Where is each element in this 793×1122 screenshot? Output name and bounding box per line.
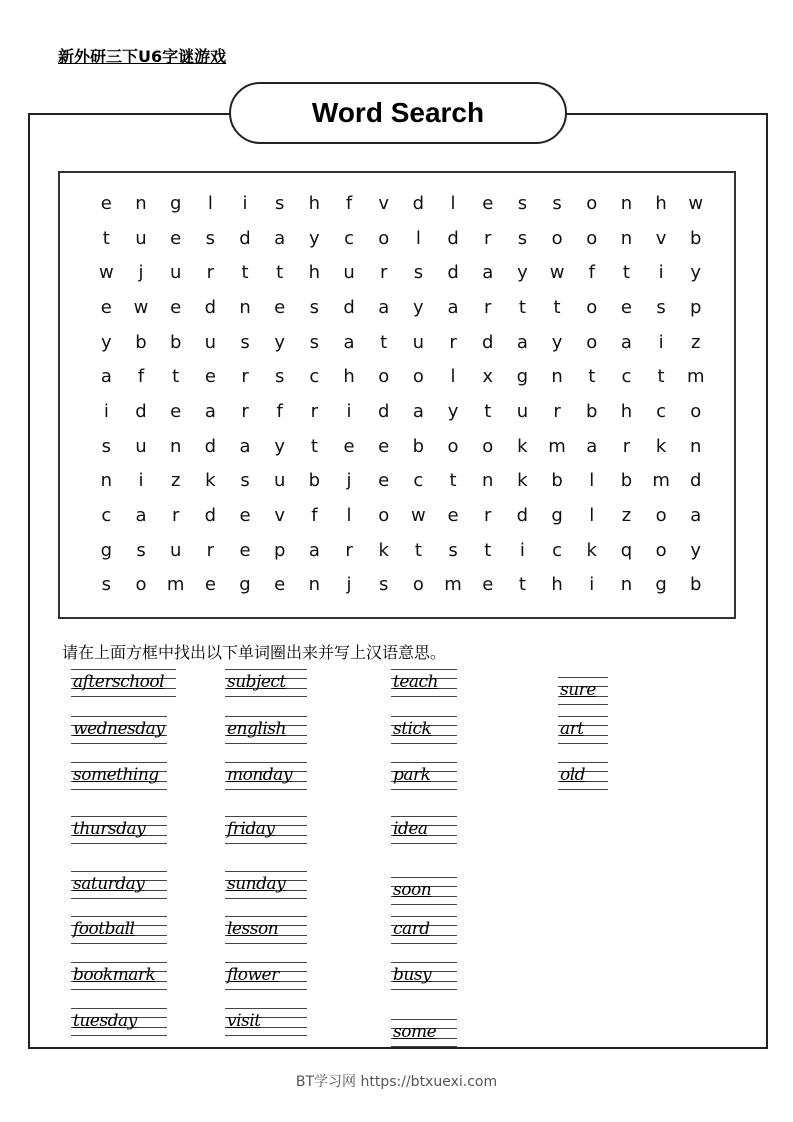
grid-letter[interactable]: a [378, 296, 390, 318]
grid-letter[interactable]: y [690, 539, 702, 561]
vocabulary-word-text: soon [393, 880, 432, 900]
grid-letter[interactable]: v [378, 192, 390, 214]
vocabulary-word [225, 716, 307, 744]
grid-letter[interactable]: h [655, 192, 667, 214]
grid-letter[interactable]: g [551, 505, 563, 527]
grid-letter[interactable]: n [482, 470, 494, 492]
grid-letter[interactable]: j [138, 262, 144, 284]
grid-letter[interactable]: w [98, 262, 114, 284]
grid-letter[interactable]: a [308, 539, 320, 561]
grid-letter[interactable]: k [655, 435, 667, 457]
vocabulary-word [225, 762, 307, 790]
grid-letter[interactable]: y [413, 296, 424, 318]
grid-letter[interactable]: b [620, 470, 633, 492]
grid-letter[interactable]: d [204, 296, 217, 318]
grid-letter[interactable]: a [586, 435, 598, 457]
grid-letter[interactable]: c [101, 505, 112, 527]
grid-letter[interactable]: i [589, 574, 595, 596]
vocabulary-word-text: afterschool [73, 672, 165, 692]
grid-letter[interactable]: g [169, 192, 182, 214]
grid-letter[interactable]: c [413, 470, 424, 492]
vocabulary-word-text: saturday [73, 874, 145, 894]
grid-letter[interactable]: o [586, 331, 598, 353]
grid-letter[interactable]: o [482, 435, 494, 457]
grid-letter[interactable]: d [516, 505, 529, 527]
grid-row [89, 221, 713, 256]
vocabulary-word-text: bookmark [73, 965, 156, 985]
grid-letter[interactable]: d [135, 400, 147, 422]
grid-letter[interactable]: a [690, 505, 702, 527]
grid-letter[interactable]: e [170, 227, 182, 249]
grid-letter[interactable]: n [690, 435, 702, 457]
grid-letter[interactable]: d [690, 470, 702, 492]
grid-letter[interactable]: u [204, 331, 217, 353]
grid-letter[interactable]: l [346, 505, 352, 527]
grid-letter[interactable]: m [652, 470, 670, 492]
vocabulary-word [391, 669, 457, 697]
grid-letter[interactable]: f [311, 505, 318, 527]
grid-letter[interactable]: n [169, 435, 182, 457]
grid-letter[interactable]: u [273, 470, 286, 492]
grid-letter[interactable]: n [620, 192, 633, 214]
grid-letter[interactable]: r [484, 505, 492, 527]
grid-letter[interactable]: c [656, 400, 667, 422]
grid-letter[interactable]: a [447, 296, 459, 318]
grid-letter[interactable]: d [239, 227, 251, 249]
vocabulary-word-text: sure [560, 680, 596, 700]
grid-letter[interactable]: b [412, 435, 425, 457]
grid-letter[interactable]: t [657, 366, 665, 388]
grid-letter[interactable]: a [204, 400, 216, 422]
grid-row [89, 290, 713, 325]
grid-letter[interactable]: d [447, 227, 459, 249]
grid-letter[interactable]: o [412, 574, 424, 596]
word-search-title-pill [229, 82, 567, 144]
grid-letter[interactable]: c [309, 366, 320, 388]
grid-letter[interactable]: d [377, 400, 390, 422]
grid-letter[interactable]: r [171, 505, 180, 527]
grid-letter[interactable]: e [100, 192, 112, 214]
vocabulary-word [558, 677, 608, 705]
word-search-heading: Word Search [311, 97, 485, 128]
vocabulary-word-text: busy [393, 965, 432, 985]
vocabulary-word [391, 1019, 457, 1047]
grid-letter[interactable]: h [551, 574, 563, 596]
grid-letter[interactable]: e [447, 505, 459, 527]
vocabulary-word-text: art [560, 719, 584, 739]
grid-letter[interactable]: n [620, 574, 633, 596]
vocabulary-word-text: subject [227, 672, 286, 692]
grid-letter[interactable]: i [138, 470, 144, 492]
grid-letter[interactable]: k [205, 470, 216, 492]
grid-letter[interactable]: t [380, 331, 388, 353]
grid-letter[interactable]: r [345, 539, 353, 561]
grid-letter[interactable]: s [379, 574, 389, 596]
grid-letter[interactable]: u [412, 331, 425, 353]
grid-letter[interactable]: v [274, 505, 286, 527]
grid-letter[interactable]: e [204, 574, 216, 596]
grid-letter[interactable]: s [656, 296, 666, 318]
grid-letter[interactable]: y [551, 331, 563, 353]
grid-letter[interactable]: y [274, 435, 286, 457]
grid-letter[interactable]: b [169, 331, 182, 353]
vocabulary-word-text: visit [227, 1011, 261, 1031]
grid-letter[interactable]: r [206, 262, 215, 284]
grid-letter[interactable]: z [621, 505, 632, 527]
grid-letter[interactable]: l [450, 192, 456, 214]
grid-letter[interactable]: i [103, 400, 109, 422]
grid-letter[interactable]: l [207, 192, 213, 214]
grid-letter[interactable]: u [169, 262, 182, 284]
vocabulary-word-text: old [560, 765, 586, 785]
grid-letter[interactable]: h [308, 192, 321, 214]
vocabulary-word-text: idea [393, 819, 428, 839]
grid-letter[interactable]: a [482, 262, 494, 284]
vocabulary-word-text: card [393, 919, 430, 939]
vocabulary-word-text: wednesday [73, 719, 165, 739]
vocabulary-word-text: something [73, 765, 159, 785]
vocabulary-word [391, 877, 457, 905]
grid-letter[interactable]: e [482, 192, 494, 214]
grid-letter[interactable]: e [274, 296, 286, 318]
grid-letter[interactable]: g [516, 366, 529, 388]
grid-letter[interactable]: r [622, 435, 631, 457]
grid-letter[interactable]: w [133, 296, 149, 318]
grid-letter[interactable]: o [586, 192, 598, 214]
grid-letter[interactable]: d [412, 192, 425, 214]
grid-letter[interactable]: e [274, 574, 286, 596]
grid-letter[interactable]: r [484, 227, 492, 249]
grid-letter[interactable]: d [204, 505, 217, 527]
grid-letter[interactable]: n [100, 470, 113, 492]
vocabulary-word [225, 816, 307, 844]
vocabulary-word [391, 716, 457, 744]
grid-letter[interactable]: c [552, 539, 563, 561]
grid-row [89, 533, 713, 568]
grid-letter[interactable]: h [308, 262, 321, 284]
grid-letter[interactable]: y [274, 331, 286, 353]
grid-letter[interactable]: a [135, 505, 147, 527]
grid-letter[interactable]: y [690, 262, 702, 284]
grid-letter[interactable]: n [620, 227, 633, 249]
vocabulary-word [71, 871, 167, 899]
grid-letter[interactable]: l [589, 505, 595, 527]
grid-letter[interactable]: d [447, 262, 459, 284]
grid-letter[interactable]: r [484, 296, 492, 318]
grid-letter[interactable]: s [413, 262, 424, 284]
vocabulary-word [558, 762, 608, 790]
vocabulary-word [391, 916, 457, 944]
grid-letter[interactable]: i [346, 400, 352, 422]
grid-letter[interactable]: g [655, 574, 667, 596]
grid-letter[interactable]: h [620, 400, 633, 422]
grid-letter[interactable]: b [690, 227, 702, 249]
vocabulary-word-text: stick [393, 719, 432, 739]
grid-letter[interactable]: s [309, 331, 320, 353]
grid-letter[interactable]: k [517, 470, 528, 492]
grid-letter[interactable]: o [378, 227, 390, 249]
grid-letter[interactable]: y [447, 400, 459, 422]
grid-letter[interactable]: r [241, 366, 249, 388]
vocabulary-word [225, 916, 307, 944]
grid-letter[interactable]: y [517, 262, 528, 284]
grid-letter[interactable]: a [412, 400, 424, 422]
grid-letter[interactable]: e [239, 539, 251, 561]
vocabulary-word [71, 916, 167, 944]
grid-row [89, 498, 713, 533]
grid-letter[interactable]: e [239, 505, 251, 527]
grid-letter[interactable]: t [276, 262, 284, 284]
grid-letter[interactable]: b [586, 400, 598, 422]
vocabulary-word [558, 716, 608, 744]
vocabulary-word-text: friday [227, 819, 275, 839]
grid-letter[interactable]: f [137, 366, 145, 388]
vocabulary-word-text: sunday [227, 874, 286, 894]
grid-letter[interactable]: t [414, 539, 422, 561]
grid-letter[interactable]: f [345, 192, 353, 214]
grid-letter[interactable]: i [658, 262, 664, 284]
grid-letter[interactable]: d [204, 435, 217, 457]
vocabulary-word [71, 669, 176, 697]
grid-letter[interactable]: j [346, 470, 352, 492]
grid-letter[interactable]: g [100, 539, 113, 561]
grid-letter[interactable]: a [274, 227, 286, 249]
vocabulary-word-text: tuesday [73, 1011, 137, 1031]
grid-letter[interactable]: o [447, 435, 459, 457]
grid-letter[interactable]: e [343, 435, 355, 457]
grid-letter[interactable]: e [170, 296, 182, 318]
grid-letter[interactable]: g [239, 574, 251, 596]
grid-letter[interactable]: s [240, 470, 250, 492]
grid-letter[interactable]: s [240, 331, 250, 353]
grid-row [89, 464, 713, 499]
grid-letter[interactable]: s [101, 435, 112, 457]
vocabulary-word [225, 669, 307, 697]
grid-letter[interactable]: o [586, 296, 598, 318]
grid-letter[interactable]: b [135, 331, 147, 353]
grid-letter[interactable]: m [444, 574, 462, 596]
grid-letter[interactable]: e [170, 400, 182, 422]
grid-row [89, 429, 713, 464]
grid-letter[interactable]: s [448, 539, 458, 561]
vocabulary-word [391, 962, 457, 990]
grid-letter[interactable]: p [690, 296, 702, 318]
grid-letter[interactable]: s [517, 227, 528, 249]
document-title: 新外研三下U6字谜游戏 [58, 47, 227, 66]
grid-letter[interactable]: q [620, 539, 633, 561]
grid-letter[interactable]: e [482, 574, 494, 596]
vocabulary-word [391, 762, 457, 790]
grid-letter[interactable]: m [686, 366, 705, 388]
grid-letter[interactable]: a [239, 435, 251, 457]
grid-letter[interactable]: m [548, 435, 566, 457]
grid-letter[interactable]: i [242, 192, 248, 214]
grid-letter[interactable]: t [484, 539, 492, 561]
grid-letter[interactable]: o [551, 227, 563, 249]
grid-letter[interactable]: r [380, 262, 388, 284]
grid-letter[interactable]: y [309, 227, 320, 249]
grid-row [89, 394, 713, 429]
grid-letter[interactable]: p [273, 539, 286, 561]
instruction-text: 请在上面方框中找出以下单词圈出来并写上汉语意思。 [62, 643, 447, 662]
vocabulary-word-text: flower [227, 965, 279, 985]
vocabulary-word [225, 962, 307, 990]
grid-letter[interactable]: r [553, 400, 561, 422]
vocabulary-word [225, 871, 307, 899]
vocabulary-word [71, 1008, 167, 1036]
grid-letter[interactable]: u [169, 539, 182, 561]
grid-letter[interactable]: t [588, 366, 596, 388]
grid-letter[interactable]: e [378, 435, 390, 457]
grid-letter[interactable]: t [484, 400, 492, 422]
grid-letter[interactable]: e [620, 296, 632, 318]
vocabulary-word-text: some [393, 1022, 437, 1042]
grid-letter[interactable]: k [517, 435, 528, 457]
grid-letter[interactable]: s [136, 539, 146, 561]
grid-letter[interactable]: o [378, 366, 390, 388]
grid-letter[interactable]: v [655, 227, 667, 249]
grid-row [89, 325, 713, 360]
grid-letter[interactable]: l [450, 366, 456, 388]
grid-letter[interactable]: k [378, 539, 389, 561]
vocabulary-word-text: thursday [73, 819, 146, 839]
vocabulary-word [71, 962, 167, 990]
grid-letter[interactable]: m [166, 574, 185, 596]
grid-letter[interactable]: t [553, 296, 561, 318]
vocabulary-word-text: football [73, 919, 135, 939]
grid-row [89, 568, 713, 603]
grid-letter[interactable]: s [309, 296, 320, 318]
grid-letter[interactable]: t [172, 366, 180, 388]
grid-letter[interactable]: n [308, 574, 321, 596]
grid-letter[interactable]: n [239, 296, 251, 318]
grid-letter[interactable]: o [135, 574, 147, 596]
letter-grid [89, 186, 713, 602]
grid-letter[interactable]: o [586, 227, 598, 249]
grid-letter[interactable]: t [449, 470, 457, 492]
grid-letter[interactable]: w [688, 192, 704, 214]
grid-letter[interactable]: e [100, 296, 112, 318]
vocabulary-word-text: park [393, 765, 431, 785]
grid-letter[interactable]: f [588, 262, 595, 284]
vocabulary-word [391, 816, 457, 844]
grid-letter[interactable]: h [343, 366, 355, 388]
grid-letter[interactable]: c [621, 366, 632, 388]
grid-letter[interactable]: t [518, 574, 526, 596]
vocabulary-word-text: teach [393, 672, 438, 692]
grid-letter[interactable]: d [343, 296, 355, 318]
grid-letter[interactable]: n [551, 366, 563, 388]
grid-letter[interactable]: b [690, 574, 702, 596]
grid-letter[interactable]: u [343, 262, 355, 284]
grid-letter[interactable]: b [308, 470, 321, 492]
grid-letter[interactable]: i [519, 539, 525, 561]
vocabulary-word [71, 762, 167, 790]
grid-letter[interactable]: s [517, 192, 528, 214]
grid-row [89, 186, 713, 221]
vocabulary-word-text: lesson [227, 919, 279, 939]
grid-letter[interactable]: l [589, 470, 595, 492]
vocabulary-word [71, 716, 167, 744]
grid-letter[interactable]: o [412, 366, 424, 388]
grid-letter[interactable]: t [622, 262, 630, 284]
grid-letter[interactable]: a [343, 331, 355, 353]
grid-letter[interactable]: n [135, 192, 147, 214]
grid-letter[interactable]: w [411, 505, 426, 527]
grid-letter[interactable]: r [241, 400, 249, 422]
grid-letter[interactable]: r [206, 539, 215, 561]
grid-letter[interactable]: b [551, 470, 563, 492]
grid-letter[interactable]: o [690, 400, 702, 422]
grid-letter[interactable]: u [135, 227, 147, 249]
grid-letter[interactable]: t [102, 227, 110, 249]
grid-letter[interactable]: t [310, 435, 318, 457]
grid-letter[interactable]: s [205, 227, 216, 249]
grid-letter[interactable]: r [449, 331, 457, 353]
grid-letter[interactable]: z [170, 470, 181, 492]
grid-letter[interactable]: z [691, 331, 701, 353]
grid-letter[interactable]: o [655, 539, 667, 561]
grid-letter[interactable]: c [344, 227, 354, 249]
grid-letter[interactable]: t [518, 296, 526, 318]
grid-letter[interactable]: l [415, 227, 421, 249]
grid-letter[interactable]: e [204, 366, 216, 388]
grid-letter[interactable]: s [275, 366, 285, 388]
grid-letter[interactable]: r [310, 400, 319, 422]
grid-letter[interactable]: o [378, 505, 390, 527]
grid-letter[interactable]: y [101, 331, 112, 353]
grid-letter[interactable]: s [101, 574, 112, 596]
grid-letter[interactable]: d [482, 331, 494, 353]
grid-letter[interactable]: i [658, 331, 664, 353]
grid-letter[interactable]: s [552, 192, 562, 214]
vocabulary-word-text: monday [227, 765, 292, 785]
grid-letter[interactable]: j [346, 574, 352, 596]
grid-letter[interactable]: u [516, 400, 529, 422]
grid-letter[interactable]: e [378, 470, 390, 492]
grid-letter[interactable]: t [241, 262, 249, 284]
grid-letter[interactable]: w [549, 262, 565, 284]
grid-row [89, 255, 713, 290]
grid-letter[interactable]: a [516, 331, 528, 353]
vocabulary-word-text: english [227, 719, 286, 739]
grid-letter[interactable]: u [135, 435, 147, 457]
grid-letter[interactable]: a [620, 331, 632, 353]
grid-letter[interactable]: a [100, 366, 112, 388]
grid-letter[interactable]: o [655, 505, 667, 527]
grid-row [89, 359, 713, 394]
vocabulary-word [71, 816, 167, 844]
grid-letter[interactable]: x [482, 366, 494, 388]
vocabulary-word [225, 1008, 307, 1036]
grid-letter[interactable]: f [276, 400, 283, 422]
grid-letter[interactable]: k [586, 539, 597, 561]
footer-text: BT学习网 https://btxuexi.com [295, 1074, 498, 1090]
grid-letter[interactable]: s [275, 192, 285, 214]
